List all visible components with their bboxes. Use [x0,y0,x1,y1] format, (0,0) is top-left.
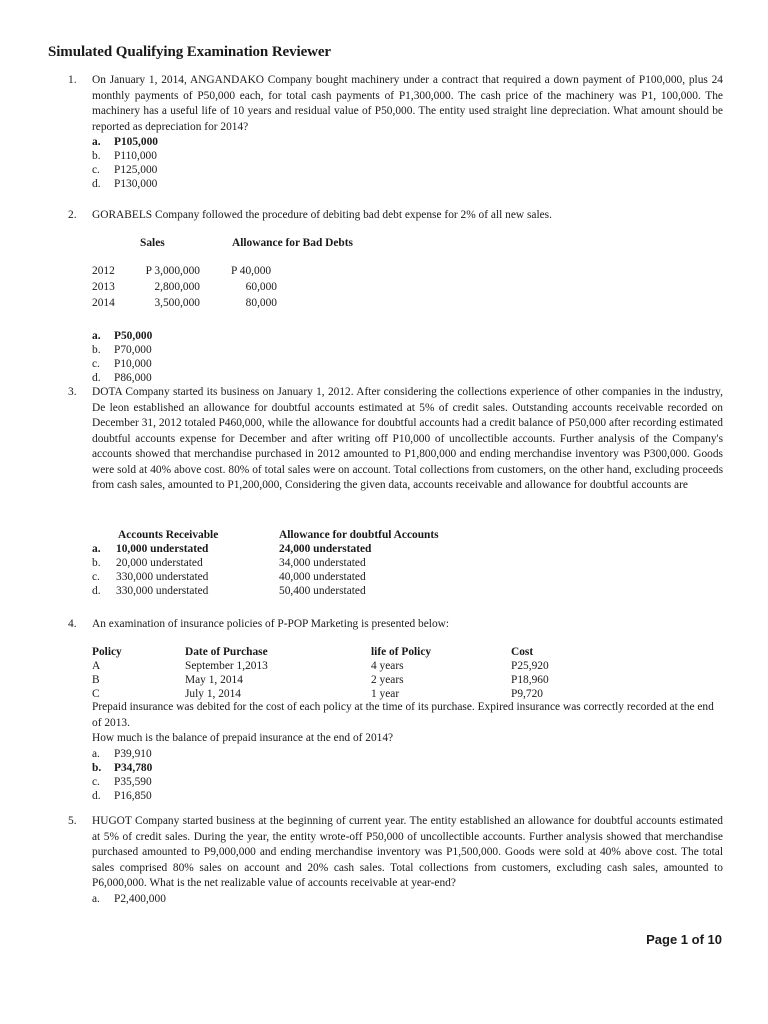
header-accounts-receivable: Accounts Receivable [118,529,219,541]
choice-c-allowance: 40,000 understated [279,571,366,583]
choice-b: b. P110,000 [92,150,157,162]
question-number: 1. [68,74,77,86]
row-policy: B [92,674,100,686]
question-4-notes [68,700,723,803]
header-cost: Cost [511,646,534,658]
question-3 [68,385,723,494]
row-allowance: 80,000 [245,297,277,309]
choice-a: a. P105,000 [92,136,158,148]
sales-allowance-table [92,236,392,316]
row-life: 4 years [371,660,404,672]
choice-c: c. P10,000 [92,358,152,370]
choice-d: d. P16,850 [92,789,152,802]
choice-c-ar: 330,000 understated [116,571,209,583]
question-number: 3. [68,386,77,398]
page-number: Page 1 of 10 [646,932,722,947]
question-text: HUGOT Company started business at the beginning of current year. The entity established an allowance for doubtful accounts estimated at 5% of credit sales. During the year, the entity wrote-off P50,000 of uncollectible accounts. Further analysis showed that merchandise purchased amounted to P9,000,000 and ending merchandise inventory was P1,500,000. Goods were sold at 40% above cost. The total sales comprised 80% sales on account and 20% cash sales. Total collections from customers, excluding cash sales, amounted to P6,000,000. What is the net realizable value of accounts receivable at year-end? [92,815,723,889]
question-number: 4. [68,618,77,630]
row-cost: P9,720 [511,688,543,700]
choice-list [92,135,723,191]
row-policy: C [92,688,100,700]
choice-b: b. P34,780 [92,761,153,774]
ar-allowance-choices [92,528,492,598]
choice-d-allowance: 50,400 understated [279,585,366,597]
choice-a: a. P50,000 [92,330,153,342]
choice-d-ar: 330,000 understated [116,585,209,597]
row-sales: P 3,000,000 [145,265,200,277]
choice-b-label: b. [92,557,101,569]
row-year: 2013 [92,281,115,293]
choice-b-ar: 20,000 understated [116,557,203,569]
choice-b: b. P70,000 [92,344,152,356]
row-cost: P25,920 [511,660,549,672]
choice-d: d. P86,000 [92,372,152,384]
note-prepaid: Prepaid insurance was debited for the cost of each policy at the time of its purchase. Expired insurance was correctly recorded at the end of 2013. [92,701,714,729]
row-year: 2014 [92,297,115,309]
choice-b-allowance: 34,000 understated [279,557,366,569]
choice-d: d. P130,000 [92,178,158,190]
header-life: life of Policy [371,646,432,658]
choice-c: c. P125,000 [92,164,158,176]
page-title: Simulated Qualifying Examination Reviewer [48,44,331,60]
choice-c-label: c. [92,571,100,583]
choice-d-label: d. [92,585,101,597]
row-year: 2012 [92,265,115,277]
insurance-policy-table [92,645,612,703]
row-date: May 1, 2014 [185,674,243,686]
question-4 [68,617,723,633]
question-2-choices [68,329,723,385]
header-sales: Sales [140,237,165,249]
header-allowance: Allowance for doubtful Accounts [279,529,439,541]
choice-a: a. P2,400,000 [92,892,166,905]
row-life: 1 year [371,688,400,700]
header-date: Date of Purchase [185,646,268,658]
question-1 [68,73,723,191]
question-text: GORABELS Company followed the procedure of debiting bad debt expense for 2% of all new sales. [92,209,552,221]
question-text: An examination of insurance policies of P-POP Marketing is presented below: [92,618,450,630]
choice-c: c. P35,590 [92,775,152,788]
row-allowance: P 40,000 [231,265,272,277]
choice-list [92,329,723,385]
row-cost: P18,960 [511,674,549,686]
header-policy: Policy [92,646,122,658]
row-life: 2 years [371,674,404,686]
row-sales: 3,500,000 [154,297,200,309]
question-number: 5. [68,815,77,827]
row-allowance: 60,000 [245,281,277,293]
question-text: DOTA Company started its business on January 1, 2012. After considering the collections experience of other companies in the industry, De leon established an allowance for doubtful accounts estimated at 5% of credit sales. Outstanding accounts receivable recorded on December 31, 2012 totaled P460,000, while the allowance for doubtful accounts had a credit balance of P50,000 after recording estimated doubtful accounts expense for December and after writing off P10,000 of uncollectible accounts. Further analysis of the Company's accounts showed that merchandise purchased in 2012 amounted to P1,800,000 and ending merchandise inventory was P300,000. Goods were sold at 40% above cost. 80% of total sales were on account. Total collections from customers, on the other hand, excluding proceeds from cash sales, amounted to P1,200,000, Considering the given data, accounts receivable and allowance for doubtful accounts are [92,386,723,491]
choice-list [92,747,723,803]
question-2 [68,208,723,224]
row-date: September 1,2013 [185,660,268,672]
note-question: How much is the balance of prepaid insurance at the end of 2014? [92,732,394,744]
choice-a-allowance: 24,000 understated [279,543,372,555]
row-date: July 1, 2014 [185,688,242,700]
choice-a: a. P39,910 [92,747,152,760]
header-allowance: Allowance for Bad Debts [232,237,353,249]
question-number: 2. [68,209,77,221]
row-sales: 2,800,000 [154,281,200,293]
question-5 [68,814,723,906]
row-policy: A [92,660,101,672]
choice-list [92,892,723,906]
choice-a-label: a. [92,543,101,555]
choice-a-ar: 10,000 understated [116,543,209,555]
question-text: On January 1, 2014, ANGANDAKO Company bought machinery under a contract that required a down payment of P100,000, plus 24 monthly payments of P50,000 each, for total cash payments of P1,300,000. The cash price of the machinery was P1, 100,000. The machinery has a useful life of 10 years and residual value of P50,000. The entity used straight line depreciation. What amount should be reported as depreciation for 2014? [92,74,723,133]
